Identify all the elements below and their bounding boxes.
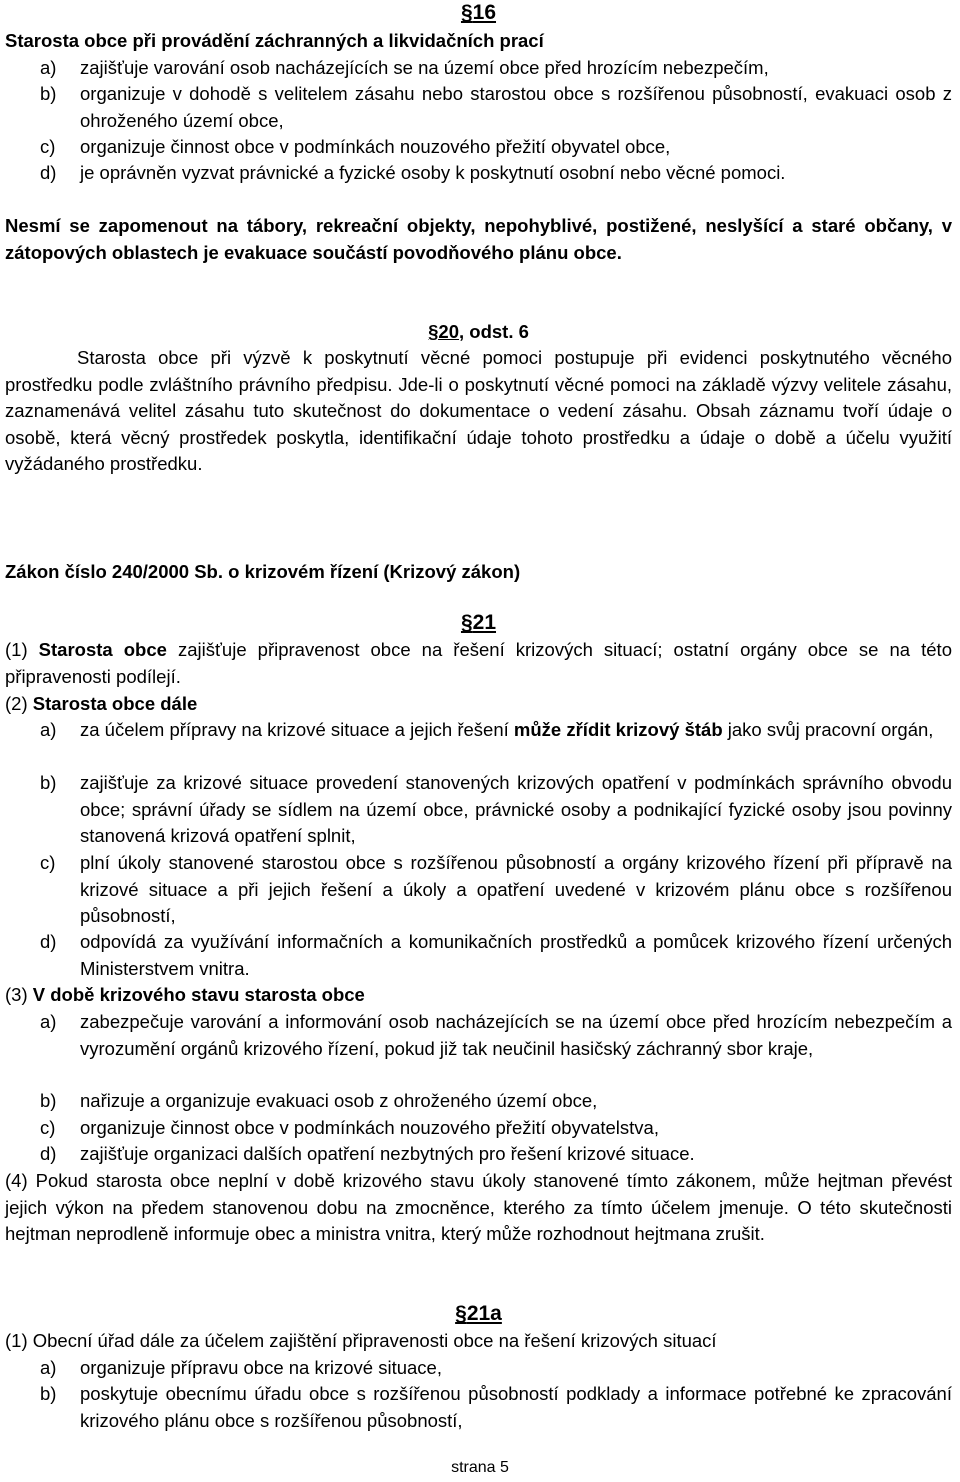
section-number-text: 21a [466, 1302, 502, 1325]
page-label: strana [451, 1459, 496, 1476]
list-text: organizuje činnost obce v podmínkách nouzového přežití obyvatel obce, [80, 136, 671, 157]
list-text: je oprávněn vyzvat právnické a fyzické osoby k poskytnutí osobní nebo věcné pomoci. [80, 162, 786, 183]
list-text: nařizuje a organizuje evakuaci osob z ohroženého území obce, [80, 1090, 598, 1111]
list-text: zajišťuje varování osob nacházejících se na území obce před hrozícím nebezpečím, [80, 57, 769, 78]
paragraph-number: (2) [5, 693, 28, 714]
list-item [40, 1141, 952, 1168]
list-marker: d) [40, 1143, 57, 1164]
paragraph-bold-lead: Starosta obce dále [32, 693, 198, 714]
page-footer [0, 1455, 960, 1482]
list-text-part: jako svůj pracovní orgán, [722, 719, 934, 740]
paragraph-bold-lead: V době krizového stavu starosta obce [32, 984, 365, 1005]
list-marker: a) [40, 719, 57, 740]
list-item [40, 770, 952, 850]
section-number-text: 20 [438, 321, 459, 342]
list-text: organizuje v dohodě s velitelem zásahu nebo starostou obce s rozšířenou působností, evakuaci osob z ohroženého území obce, [80, 83, 952, 131]
section-16-note: Nesmí se zapomenout na tábory, rekreační objekty, nepohyblivé, postižené, neslyšící a staré občany, v zátopových oblastech je evakuace součástí povodňového plánu obce. [5, 215, 952, 263]
list-text [80, 717, 952, 744]
list-item [40, 717, 952, 744]
list-item [40, 1115, 952, 1142]
law-title: Zákon číslo 240/2000 Sb. o krizovém řízení (Krizový zákon) [5, 561, 521, 582]
list-marker: c) [40, 852, 56, 873]
list-marker: d) [40, 931, 57, 952]
list-text: plní úkoly stanovené starostou obce s rozšířenou působností a orgány krizového řízení při přípravě na krizové situace a při jejich řešení a úkoly a opatření uvedené v krizovém plánu obce s rozšířenou působností, [80, 852, 952, 926]
section-21-paragraph-1 [5, 637, 952, 690]
section-number-text: 16 [472, 1, 497, 24]
section-number-21: §21 [460, 611, 497, 634]
list-item [40, 1088, 952, 1115]
list-item [40, 160, 952, 187]
list-text: poskytuje obecnímu úřadu obce s rozšířenou působností podklady a informace potřebné ke zpracování krizového plánu obce s rozšířenou působností, [80, 1383, 952, 1431]
list-text: zajišťuje za krizové situace provedení stanovených krizových opatření v podmínkách správního obvodu obce; správní úřady se sídlem na území obce, právnické osoby a podnikající fyzické osoby jsou povinny stanovená krizová opatření splnit, [80, 772, 952, 846]
section-21-paragraph-3 [5, 982, 952, 1009]
section-16-heading: Starosta obce při provádění záchranných a likvidačních prací [5, 30, 544, 51]
list-text: zajišťuje organizaci dalších opatření nezbytných pro řešení krizové situace. [80, 1143, 695, 1164]
section-21-paragraph-2 [5, 691, 952, 718]
paragraph-text: zajišťuje připravenost obce na řešení krizových situací; ostatní orgány obce se na této připravenosti podílejí. [5, 639, 952, 687]
list-item [40, 850, 952, 930]
list-item [40, 1381, 952, 1434]
list-text: organizuje činnost obce v podmínkách nouzového přežití obyvatelstva, [80, 1117, 659, 1138]
section-21-paragraph-4: (4) Pokud starosta obce neplní v době krizového stavu úkoly stanovené tímto zákonem, může hejtman převést jejich výkon na předem stanovenou dobu na zmocněnce, kterého za tímto účelem jmenuje. O této skutečnosti hejtman neprodleně informuje obec a ministra vnitra, který může rozhodnout hejtmana zrušit. [5, 1170, 952, 1244]
list-item [40, 1355, 952, 1382]
section-20-text: Starosta obce při výzvě k poskytnutí věcné pomoci postupuje při evidenci poskytnutého věcného prostředku podle zvláštního právního předpisu. Jde-li o poskytnutí věcné pomoci na základě výzvy velitele zásahu, zaznamenává velitel zásahu tuto skutečnost do dokumentace o vedení zásahu. Obsah záznamu tvoří údaje o osobě, která věcný prostředek poskytla, identifikační údaje tohoto prostředku a údaje o době a účelu využití vyžádaného prostředku. [5, 347, 952, 474]
list-item [40, 134, 952, 161]
list-marker: a) [40, 1011, 57, 1032]
list-marker: c) [40, 136, 56, 157]
list-item [40, 929, 952, 982]
section-21a-paragraph-1: (1) Obecní úřad dále za účelem zajištění připravenosti obce na řešení krizových situací [5, 1330, 717, 1351]
section-number-suffix: , odst. 6 [458, 321, 529, 342]
list-marker: d) [40, 162, 57, 183]
list-item [40, 55, 952, 82]
list-text-bold: může zřídit krizový štáb [513, 719, 723, 740]
list-text-part: za účelem přípravy na krizové situace a jejich řešení [80, 719, 514, 740]
list-text: organizuje přípravu obce na krizové situace, [80, 1357, 442, 1378]
list-text: odpovídá za využívání informačních a komunikačních prostředků a pomůcek krizového řízení určených Ministerstvem vnitra. [80, 931, 952, 979]
paragraph-number: (1) [5, 639, 28, 660]
section-number-text: 21 [472, 611, 497, 634]
list-marker: a) [40, 57, 57, 78]
list-marker: b) [40, 1383, 57, 1404]
paragraph-bold-lead: Starosta obce [38, 639, 167, 660]
section-number-21a: §21a [455, 1302, 502, 1325]
list-marker: a) [40, 1357, 57, 1378]
list-marker: c) [40, 1117, 56, 1138]
list-text: zabezpečuje varování a informování osob nacházejících se na území obce před hrozícím nebezpečím a vyrozumění orgánů krizového řízení, pokud již tak neučinil hasičský záchranný sbor kraje, [80, 1011, 952, 1059]
list-marker: b) [40, 83, 57, 104]
paragraph-number: (3) [5, 984, 28, 1005]
list-item [40, 81, 952, 134]
list-marker: b) [40, 1090, 57, 1111]
section-number-20: §20, odst. 6 [428, 321, 529, 342]
section-number-16: §16 [460, 1, 497, 24]
list-item [40, 1009, 952, 1062]
page-number: 5 [500, 1459, 509, 1476]
list-marker: b) [40, 772, 57, 793]
